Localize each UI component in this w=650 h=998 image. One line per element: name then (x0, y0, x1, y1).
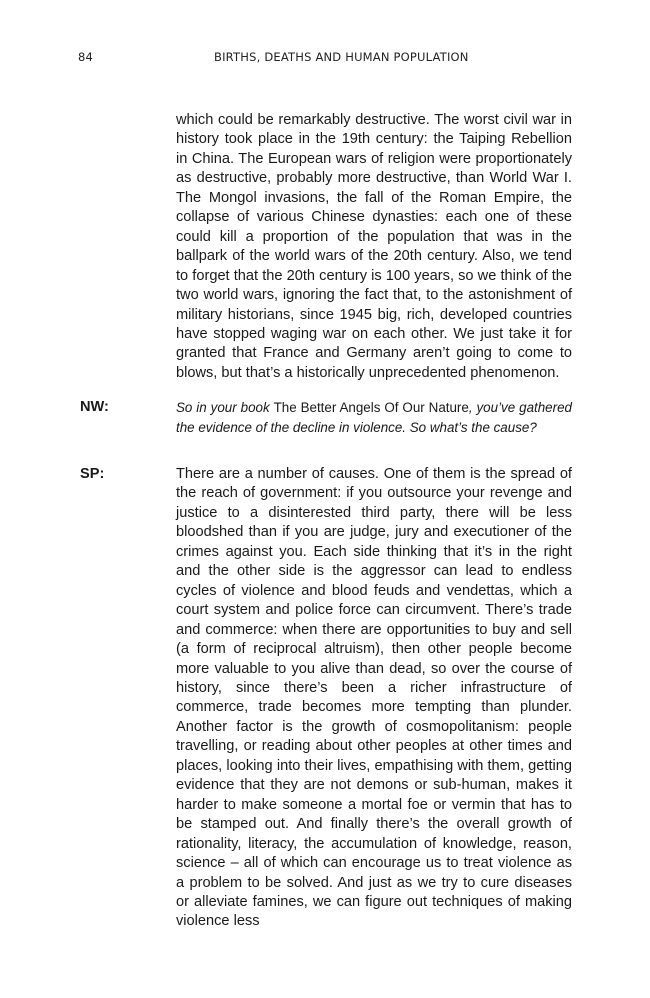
question-text-end: , you’ve gathered the evidence of the decline in violence. So what’s the cause? (176, 400, 572, 435)
body-paragraph-continued: which could be remarkably destructive. The worst civil war in history took place in the 19th century: the Taiping Rebellion in China. The European wars of religion were proportionately as destructive, probably more destructive, than World War I. The Mongol invasions, the fall of the Roman Empire, the collapse of various Chinese dynasties: each one of these could kill a proportion of the population that was in the ballpark of the world wars of the 20th century. Also, we tend to forget that the 20th century is 100 years, so we think of the two world wars, ignoring the fact that, to the astonishment of military historians, since 1945 big, rich, developed countries have stopped waging war on each other. We just take it for granted that France and Germany aren’t going to come to blows, but that’s a historically unprecedented phenomenon. (176, 112, 572, 381)
running-head (0, 50, 650, 70)
book-title: The Better Angels Of Our Nature (273, 400, 469, 415)
interviewer-question (176, 398, 572, 437)
answer-paragraph: There are a number of causes. One of them is the spread of the reach of government: if you outsource your revenge and justice to a disinterested third party, there will be less bloodshed than if you are judge, jury and executioner of the crimes against you. Each side thinking that it’s in the right and the other side is the aggressor can lead to endless cycles of violence and blood feuds and vendettas, which a court system and police force can circumvent. There’s trade and commerce: when there are opportunities to buy and sell (a form of reciprocal altruism), then other people become more valuable to you alive than dead, so over the course of history, since there’s been a richer infrastructure of commerce, trade becomes more tempting than plunder. Another factor is the growth of cosmopolitanism: people travelling, or reading about other peoples at other times and places, looking into their lives, empathising with them, getting evidence that they are not demons or sub-human, makes it harder to make someone a mortal foe or vermin that has to be stamped out. And finally there’s the overall growth of rationality, literacy, the accumulation of knowledge, reason, science – all of which can encourage us to treat violence as a problem to be solved. And just as we try to cure diseases or alleviate famines, we can figure out techniques of making violence less (176, 466, 572, 930)
speaker-label-sp: SP: (80, 466, 105, 482)
question-text-start: So in your book (176, 400, 274, 415)
running-title: BIRTHS, DEATHS AND HUMAN POPULATION (214, 50, 469, 64)
page-number: 84 (78, 50, 94, 64)
speaker-label-nw: NW: (80, 399, 109, 415)
